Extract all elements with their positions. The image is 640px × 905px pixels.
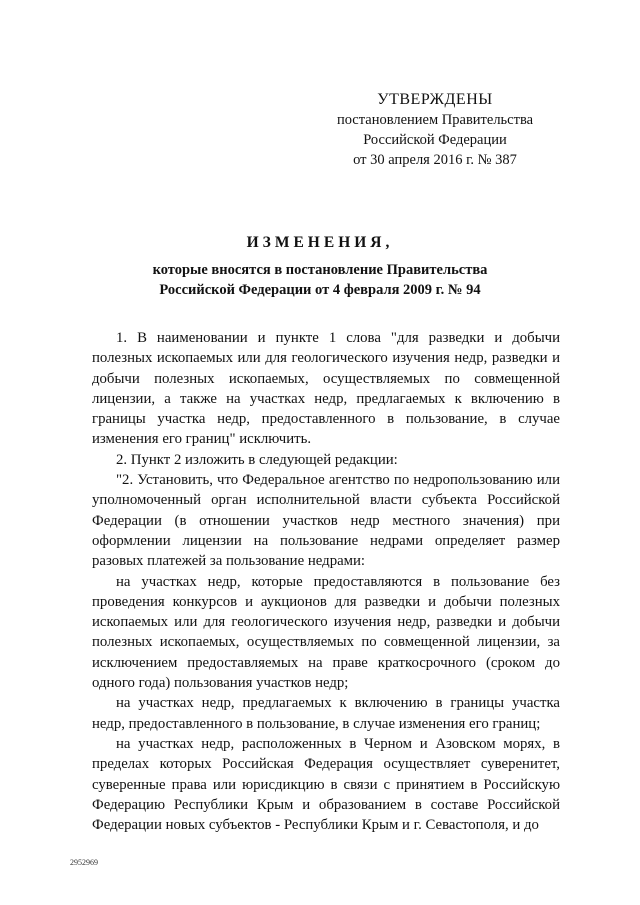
approval-heading: УТВЕРЖДЕНЫ bbox=[377, 91, 493, 108]
document-code: 2952969 bbox=[70, 858, 98, 867]
approval-block bbox=[300, 90, 570, 170]
document-title: ИЗМЕНЕНИЯ, bbox=[246, 234, 394, 251]
subtitle-line-2: Российской Федерации от 4 февраля 2009 г. № 94 bbox=[159, 282, 481, 298]
approval-line-3: от 30 апреля 2016 г. № 387 bbox=[353, 152, 517, 168]
document-subtitle bbox=[0, 260, 640, 300]
approval-line-1: постановлением Правительства bbox=[336, 112, 534, 128]
approval-line-2: Российской Федерации bbox=[363, 132, 507, 148]
paragraph-6: на участках недр, расположенных в Черном и Азовском морях, в пределах которых Российская Федерация осуществляет суверенитет, суверенные права или юрисдикцию в связи с принятием в Российскую Федерацию Республики Крым и образованием в составе Российской Федерации новых субъектов - Республики Крым и г. Севастополя, и до bbox=[92, 735, 560, 834]
paragraph-3: "2. Установить, что Федеральное агентство по недропользованию или уполномоченный орган исполнительной власти субъекта Российской Федерации (в отношении участков недр местного значения) при оформлении лицензии на пользование недрами определяет размер разовых платежей за пользование недрами: bbox=[92, 472, 560, 570]
paragraph-1: 1. В наименовании и пункте 1 слова "для разведки и добычи полезных ископаемых или для геологического изучения недр, разведки и добычи полезных ископаемых, осуществляемых по совмещенной лицензии, а также на участках недр, предлагаемых к включению в границы участка недр, предоставленного в пользование, в случае изменения его границ" исключить. bbox=[92, 330, 560, 448]
subtitle-line-1: которые вносятся в постановление Правительства bbox=[152, 262, 488, 278]
document-body bbox=[92, 328, 560, 835]
paragraph-5: на участках недр, предлагаемых к включению в границы участка недр, предоставленного в пользование, в случае изменения его границ; bbox=[92, 695, 560, 732]
paragraph-4: на участках недр, которые предоставляются в пользование без проведения конкурсов и аукционов для разведки и добычи полезных ископаемых или для геологического изучения недр, разведки и добычи полезных ископаемых, осуществляемых по совмещенной лицензии, за исключением предоставляемых на праве краткосрочного (сроком до одного года) пользования участков недр; bbox=[92, 573, 560, 692]
paragraph-2: 2. Пункт 2 изложить в следующей редакции: bbox=[116, 451, 398, 468]
